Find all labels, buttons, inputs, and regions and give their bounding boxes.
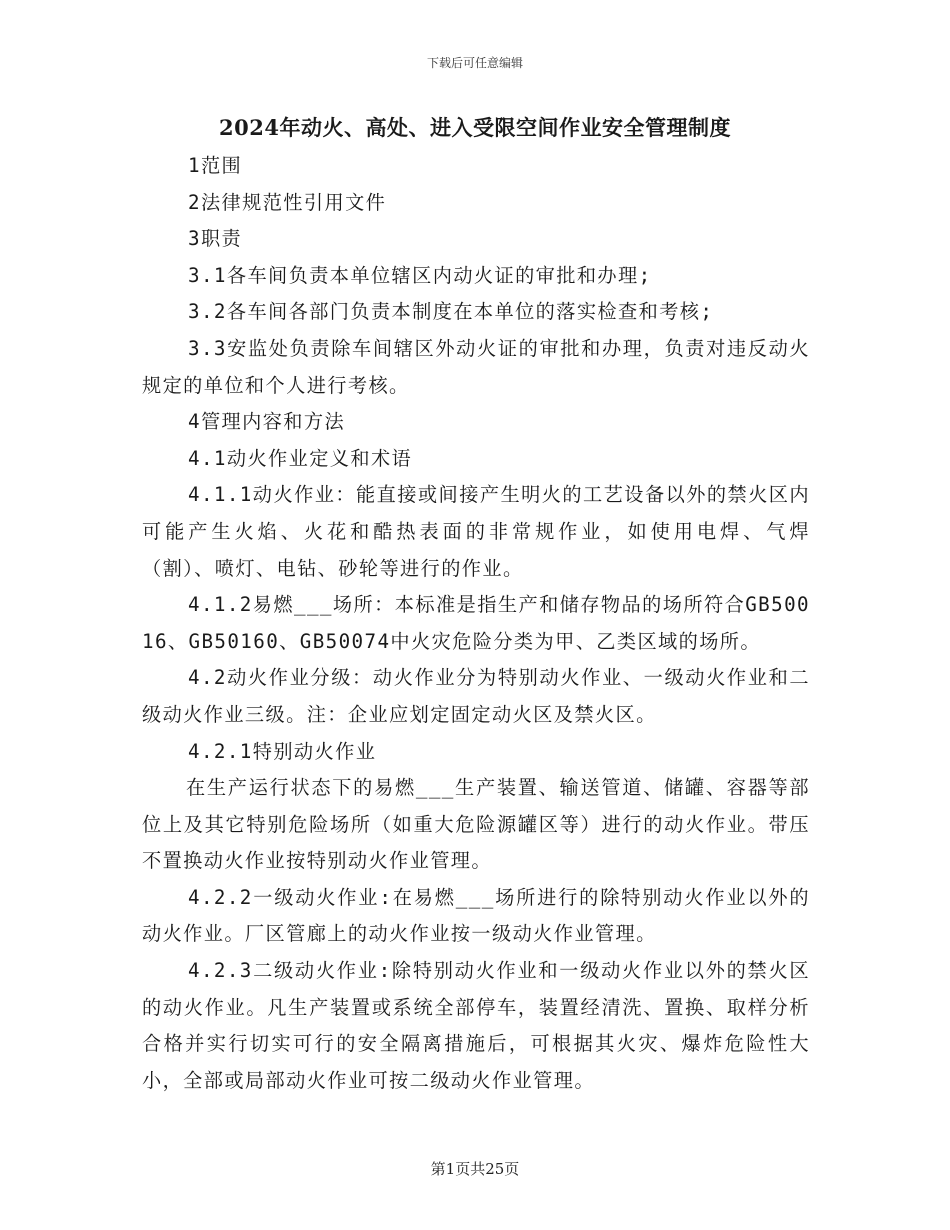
paragraph-references: 2法律规范性引用文件 (188, 190, 387, 214)
document-body (142, 148, 810, 1099)
paragraph-3-3: 3.3安监处负责除车间辖区外动火证的审批和办理，负责对违反动火规定的单位和个人进行考核。 (142, 336, 810, 397)
paragraph-4-1-2: 4.1.2易燃___场所：本标准是指生产和储存物品的场所符合GB50016、GB50160、GB50074中火灾危险分类为甲、乙类区域的场所。 (142, 593, 810, 653)
paragraph-3-2: 3.2各车间各部门负责本制度在本单位的落实检查和考核; (188, 300, 714, 324)
paragraph-management: 4管理内容和方法 (188, 410, 346, 434)
paragraph-4-2-2: 4.2.2一级动火作业:在易燃___场所进行的除特别动火作业以外的动火作业。厂区管廊上的动火作业按一级动火作业管理。 (142, 885, 810, 946)
paragraph-scope: 1范围 (188, 154, 243, 177)
paragraph-4-2-3: 4.2.3二级动火作业:除特别动火作业和一级动火作业以外的禁火区的动火作业。凡生产装置或系统全部停车，装置经清洗、置换、取样分析合格并实行切实可行的安全隔离措施后，可根据其火灾、爆炸危险性大小，全部或局部动火作业可按二级动火作业管理。 (142, 959, 810, 1092)
paragraph-4-2-1: 4.2.1特别动火作业 (188, 739, 377, 763)
paragraph-4-1-1: 4.1.1动火作业：能直接或间接产生明火的工艺设备以外的禁火区内可能产生火焰、火花和酷热表面的非常规作业，如使用电焊、气焊（割）、喷灯、电钻、砂轮等进行的作业。 (142, 483, 810, 580)
header-note: 下载后可任意编辑 (426, 56, 523, 70)
paragraph-4-2: 4.2动火作业分级：动火作业分为特别动火作业、一级动火作业和二级动火作业三级。注：企业应划定固定动火区及禁火区。 (142, 666, 810, 726)
document-title: 2024年动火、高处、进入受限空间作业安全管理制度 (219, 115, 731, 140)
paragraph-4-1: 4.1动火作业定义和术语 (188, 446, 413, 470)
paragraph-special-hot-work: 在生产运行状态下的易燃___生产装置、输送管道、储罐、容器等部位上及其它特别危险场所（如重大危险源罐区等）进行的动火作业。带压不置换动火作业按特别动火作业管理。 (142, 776, 810, 873)
paragraph-3-1: 3.1各车间负责本单位辖区内动火证的审批和办理; (188, 263, 652, 287)
page-number: 第1页共25页 (430, 1160, 520, 1178)
paragraph-responsibilities: 3职责 (188, 227, 243, 251)
